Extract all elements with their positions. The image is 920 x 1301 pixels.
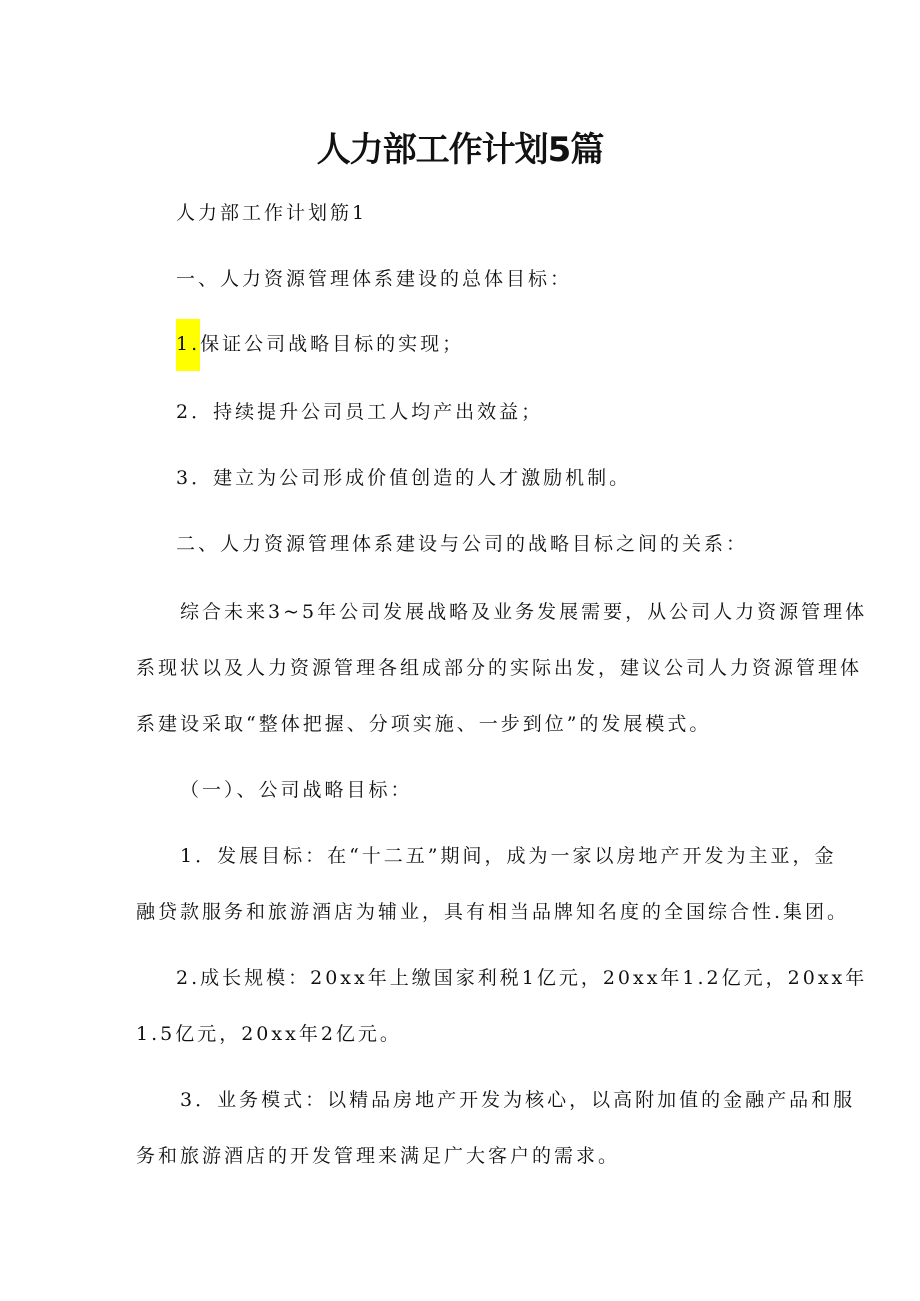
section2-heading: 二、人力资源管理体系建设与公司的战略目标之间的关系： (176, 533, 749, 555)
section1-item1 (176, 330, 464, 358)
section1-item3: 3．建立为公司形成价值创造的人才激励机制。 (176, 467, 632, 489)
section1-item1-text: 保证公司战略目标的实现； (200, 333, 465, 355)
point2-line1: 2.成长规模：20xx年上缴国家利税1亿元，20xx年1.2亿元，20xx年 (176, 967, 868, 989)
section2-sub-heading: （一）、公司战略目标： (180, 779, 413, 801)
point2-line2: 1.5亿元，20xx年2亿元。 (136, 1023, 402, 1045)
section2-paragraph-line2: 系现状以及人力资源管理各组成部分的实际出发，建议公司人力资源管理体 (136, 657, 863, 679)
section2-paragraph-line3: 系建设采取“整体把握、分项实施、一步到位”的发展模式。 (136, 713, 712, 735)
point3-line1: 3．业务模式：以精品房地产开发为核心，以高附加值的金融产品和服 (180, 1089, 856, 1111)
highlighted-item-number: 1. (176, 319, 200, 371)
point1-line1: 1．发展目标：在“十二五”期间，成为一家以房地产开发为主亚，金 (180, 845, 837, 867)
section1-heading: 一、人力资源管理体系建设的总体目标： (176, 268, 573, 290)
point3-line2: 务和旅游酒店的开发管理来满足广大客户的需求。 (136, 1145, 621, 1167)
section1-item2: 2．持续提升公司员工人均产出效益； (176, 401, 544, 423)
document-subtitle: 人力部工作计划筋1 (176, 202, 368, 224)
point1-line2: 融贷款服务和旅游酒店为辅业，具有相当品牌知名度的全国综合性.集团。 (136, 901, 850, 923)
section2-paragraph-line1: 综合未来3~5年公司发展战略及业务发展需要，从公司人力资源管理体 (180, 601, 868, 623)
document-title: 人力部工作计划5篇 (316, 130, 604, 170)
